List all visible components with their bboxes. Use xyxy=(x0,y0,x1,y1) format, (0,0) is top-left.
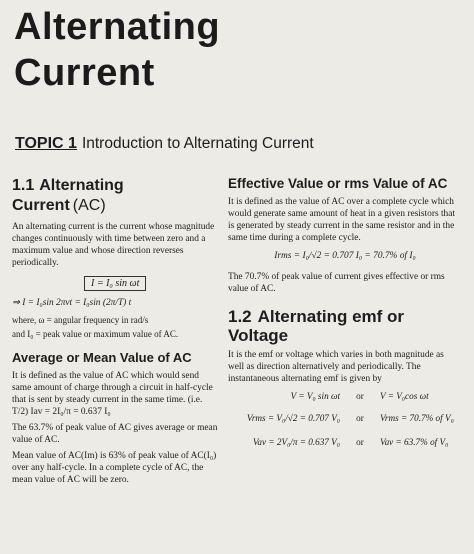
emf-row-or: or xyxy=(356,391,364,401)
emf-row-right: Vrms = 70.7% of V₀ xyxy=(380,413,454,423)
where-omega: where, ω = angular frequency in rad/s xyxy=(12,315,149,325)
right-column xyxy=(228,176,462,451)
section-number: 1.1 xyxy=(12,177,35,194)
emf-row-or: or xyxy=(356,437,364,447)
section-title: Alternating emf or Voltage xyxy=(228,307,405,345)
left-column xyxy=(12,176,218,490)
mean-value-note: Mean value of AC(Im) is 63% of peak value of AC(I₀) over any half-cycle. In a complete cycle of AC, the mean value of AC will be zero. xyxy=(12,451,217,485)
section-title: Alternating Current xyxy=(12,177,124,214)
average-percent-note: The 63.7% of peak value of AC gives average or mean value of AC. xyxy=(12,423,218,445)
emf-row-right: V = V₀cos ωt xyxy=(380,391,429,401)
section-abbr: (AC) xyxy=(72,197,106,214)
section-heading-1-2 xyxy=(228,307,462,345)
emf-row-left: V = V₀ sin ωt xyxy=(290,391,340,401)
ac-equation-expanded: ⇒ I = I₀sin 2πνt = I₀sin (2π/T) t xyxy=(12,298,132,308)
emf-row-or: or xyxy=(356,413,364,423)
rms-definition: It is defined as the value of AC over a complete cycle which would generate same amount of heat in a given resistors that is generated by steady current in the same resistor and in the same time during a complete cycle. xyxy=(228,197,456,243)
chapter-title-line2: Current xyxy=(14,52,155,94)
ac-equation-box: I = I₀ sin ωt xyxy=(84,276,146,291)
emf-row xyxy=(228,389,462,403)
rms-heading: Effective Value or rms Value of AC xyxy=(228,176,448,191)
rms-note: The 70.7% of peak value of current gives effective or rms value of AC. xyxy=(228,272,445,294)
ac-definition: An alternating current is the current whose magnitude changes continuously with time between zero and a maximum value and whose direction reverses periodically. xyxy=(12,222,215,268)
average-value-heading: Average or Mean Value of AC xyxy=(12,350,192,365)
emf-row xyxy=(228,435,462,449)
emf-definition: It is the emf or voltage which varies in both magnitude as well as direction alternatively and periodically. The instantaneous alternating emf is given by xyxy=(228,350,444,384)
topic-text: Introduction to Alternating Current xyxy=(81,135,314,152)
rms-equation: Irms = I₀/√2 = 0.707 I₀ = 70.7% of I₀ xyxy=(274,251,416,261)
emf-row xyxy=(228,411,462,425)
section-heading-1-1 xyxy=(12,176,218,216)
emf-row-right: Vav = 63.7% of V₀ xyxy=(380,437,449,447)
topic-heading xyxy=(15,134,465,154)
chapter-title-line1: Alternating xyxy=(14,6,221,48)
average-value-definition: It is defined as the value of AC which would send same amount of charge through a circuit in half-cycle that is sent by steady current in the same time. (i.e. T/2) Iav = 2I₀/π = 0.637 I₀ xyxy=(12,371,213,417)
emf-row-left: Vav = 2V₀/π = 0.637 V₀ xyxy=(252,437,340,447)
topic-tag: TOPIC 1 xyxy=(15,135,77,152)
emf-row-left: Vrms = V₀/√2 = 0.707 V₀ xyxy=(246,413,340,423)
section-number: 1.2 xyxy=(228,307,252,326)
where-peak: and I₀ = peak value or maximum value of AC. xyxy=(12,329,179,339)
chapter-title xyxy=(14,4,220,96)
